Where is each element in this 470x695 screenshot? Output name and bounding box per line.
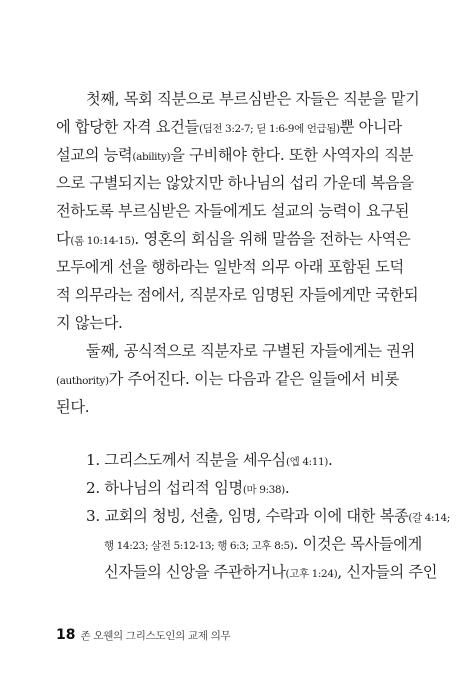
paragraph-2-line-2 [56,368,424,392]
paragraph-1-line-2 [56,116,424,140]
english-term: (ability) [132,151,171,163]
list-item-3-line-2 [104,533,424,557]
scripture-reference: (롬 10:14-15) [70,235,135,247]
paragraph-1-line-9 [56,312,424,334]
text-run: 에 합당한 자격 요건들 [56,118,199,136]
scripture-reference: (갈 4:14; [408,512,450,524]
paragraph-1-line-3 [56,144,424,168]
text-run: 3. 교회의 청빙, 선출, 임명, 수락과 이에 대한 복종 [86,507,409,525]
text-run: 2. 하나님의 섭리적 임명 [86,479,243,497]
page-number: 18 [56,627,76,643]
text-run: 첫째, 목회 직분으로 부르심받은 자들은 직분을 맡기 [86,90,420,108]
text-run: . [328,451,333,469]
text-run: 을 구비해야 한다. 또한 사역자의 직분 [170,146,413,164]
text-run: . [284,479,290,497]
scripture-reference: (딤전 3:2-7; 딛 1:6-9에 언급됨) [198,123,340,135]
text-run: 1. 그리스도께서 직분을 세우심 [86,451,286,469]
list-item-2 [86,477,424,501]
text-run: 뿐 아니라 [339,118,402,136]
running-title: 존 오웬의 그리스도인의 교제 의무 [80,630,231,642]
paragraph-1-line-7 [56,256,424,278]
paragraph-1-line-8 [56,284,424,306]
scripture-reference: (마 9:38) [242,484,285,496]
paragraph-2-line-3 [56,396,424,418]
text-run: 다 [56,230,71,248]
text-run: 둘째, 공식적으로 직분자로 구별된 자들에게는 권위 [86,342,415,360]
paragraph-1-line-5 [56,200,424,222]
text-run: 전하도록 부르심받은 자들에게도 설교의 능력이 요구된 [56,202,410,220]
list-item-3-line-1 [86,505,450,529]
scripture-reference: (고후 1:24) [285,568,338,580]
text-run: 가 주어진다. 이는 다음과 같은 일들에서 비롯 [108,370,400,388]
scripture-reference: (엡 4:11) [285,456,328,468]
text-run: . 영혼의 회심을 위해 말씀을 전하는 사역은 [134,230,411,248]
text-run: 설교의 능력 [56,146,133,164]
text-run: 으로 구별되지는 않았지만 하나님의 섭리 가운데 복음을 [56,174,414,192]
text-run: . 이것은 목사들에게 [293,535,423,553]
scripture-reference: 행 14:23; 살전 5:12-13; 행 6:3; 고후 8:5) [104,540,294,552]
text-run: 된다. [56,398,90,416]
paragraph-1-line-1 [86,88,424,110]
list-item-1 [86,449,424,473]
text-run: 지 않는다. [56,314,123,332]
paragraph-2-line-1 [86,340,424,362]
list-item-3-line-3 [104,561,438,585]
text-run: , 신자들의 주인 [337,563,438,581]
paragraph-1-line-6 [56,228,424,252]
text-run: 신자들의 신앙을 주관하거나 [104,563,286,581]
paragraph-1-line-4 [56,172,424,194]
text-run: 적 의무라는 점에서, 직분자로 임명된 자들에게만 국한되 [56,286,419,304]
page-footer [56,624,230,644]
english-term: (authority) [56,375,109,387]
text-run: 모두에게 선을 행하라는 일반적 의무 아래 포함된 도덕 [56,258,404,276]
